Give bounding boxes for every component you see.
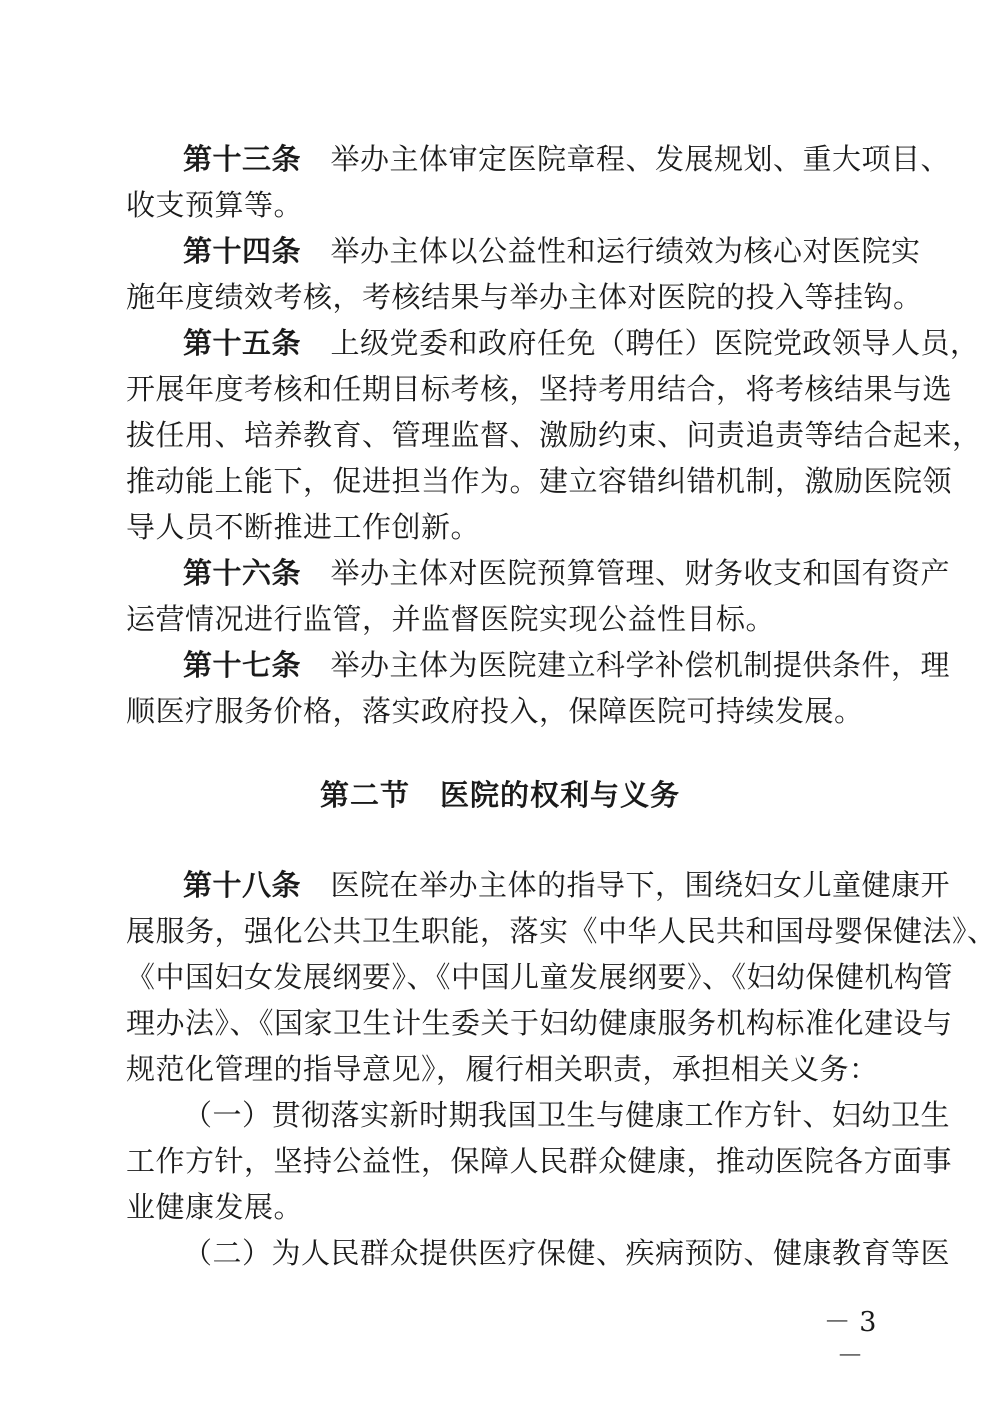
article-17-line-2: [126, 689, 886, 733]
article-14-label: 第十四条: [183, 234, 302, 268]
article-18-label: 第十八条: [183, 868, 302, 902]
article-16-line-2: [126, 597, 886, 641]
article-15-label: 第十五条: [183, 326, 302, 360]
article-16-label: 第十六条: [183, 556, 302, 590]
article-15-line-1: [183, 321, 980, 365]
article-18-text-5: 规范化管理的指导意见》，履行相关职责，承担相关义务：: [126, 1052, 879, 1086]
article-14-text-1: 举办主体以公益性和运行绩效为核心对医院实: [330, 234, 921, 268]
article-13-text-1: 举办主体审定医院章程、发展规划、重大项目、: [330, 142, 951, 176]
article-18-text-4: 理办法》、《国家卫生计生委关于妇幼健康服务机构标准化建设与: [126, 1006, 953, 1040]
article-17-line-1: [183, 643, 951, 687]
article-18-line-3: [126, 955, 954, 999]
article-16-text-2: 运营情况进行监管，并监督医院实现公益性目标。: [126, 602, 776, 636]
item-1-text-1: （一）贯彻落实新时期我国卫生与健康工作方针、妇幼卫生: [183, 1098, 951, 1132]
item-1-line-1: [183, 1093, 951, 1137]
article-18-text-2: 展服务，强化公共卫生职能，落实《中华人民共和国母婴保健法》、: [126, 914, 997, 948]
item-1-text-2: 工作方针，坚持公益性，保障人民群众健康，推动医院各方面事: [126, 1144, 953, 1178]
article-15-text-1: 上级党委和政府任免（聘任）医院党政领导人员，: [330, 326, 980, 360]
article-18-text-3: 《中国妇女发展纲要》、《中国儿童发展纲要》、《妇幼保健机构管: [126, 960, 954, 994]
article-15-text-5: 导人员不断推进工作创新。: [126, 510, 481, 544]
item-1-line-2: [126, 1139, 953, 1183]
article-18-line-1: [183, 863, 951, 907]
article-15-text-2: 开展年度考核和任期目标考核，坚持考用结合，将考核结果与选: [126, 372, 953, 406]
article-15-text-4: 推动能上能下，促进担当作为。建立容错纠错机制，激励医院领: [126, 464, 953, 498]
article-13-line-2: [126, 183, 886, 227]
article-17-text-2: 顺医疗服务价格，落实政府投入，保障医院可持续发展。: [126, 694, 864, 728]
item-1-line-3: [126, 1185, 886, 1229]
article-15-line-4: [126, 459, 953, 503]
article-15-text-3: 拔任用、培养教育、管理监督、激励约束、问责追责等结合起来，: [126, 418, 982, 452]
article-16-text-1: 举办主体对医院预算管理、财务收支和国有资产: [330, 556, 951, 590]
article-13-line-1: [183, 137, 951, 181]
article-13-label: 第十三条: [183, 142, 302, 176]
article-18-line-5: [126, 1047, 886, 1091]
item-2-line-1: [183, 1231, 951, 1275]
article-15-line-2: [126, 367, 953, 411]
article-14-line-1: [183, 229, 921, 273]
article-17-text-1: 举办主体为医院建立科学补偿机制提供条件，理: [330, 648, 951, 682]
article-15-line-5: [126, 505, 886, 549]
article-15-line-3: [126, 413, 982, 457]
article-16-line-1: [183, 551, 951, 595]
article-14-text-2: 施年度绩效考核，考核结果与举办主体对医院的投入等挂钩。: [126, 280, 923, 314]
item-1-text-3: 业健康发展。: [126, 1190, 304, 1224]
article-14-line-2: [126, 275, 923, 319]
page-number: － 3 －: [823, 1307, 877, 1372]
article-18-line-4: [126, 1001, 953, 1045]
section-heading: 第二节 医院的权利与义务: [319, 778, 680, 812]
article-18-line-2: [126, 909, 997, 953]
article-17-label: 第十七条: [183, 648, 302, 682]
article-18-text-1: 医院在举办主体的指导下，围绕妇女儿童健康开: [330, 868, 951, 902]
article-13-text-2: 收支预算等。: [126, 188, 304, 222]
item-2-text-1: （二）为人民群众提供医疗保健、疾病预防、健康教育等医: [183, 1236, 951, 1270]
